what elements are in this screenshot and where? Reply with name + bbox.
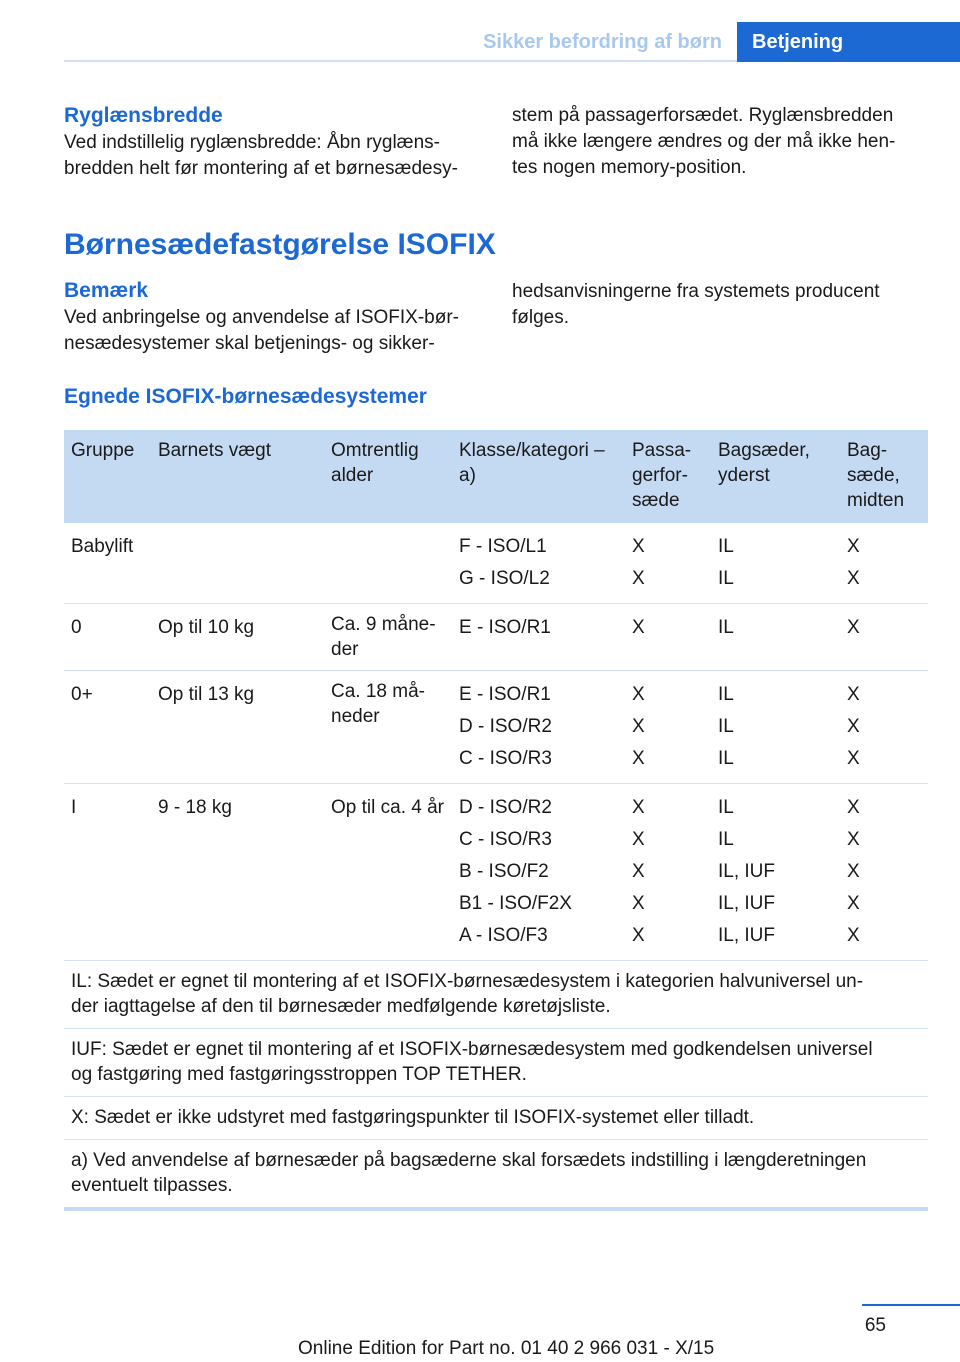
header-text: sæde, bbox=[847, 465, 900, 486]
table-title: Egnede ISOFIX-børnesædesystemer bbox=[64, 385, 427, 408]
table-cell bbox=[840, 784, 928, 961]
table-row bbox=[64, 523, 928, 604]
cell-text: X bbox=[847, 536, 860, 557]
table-row bbox=[64, 671, 928, 784]
cell-text: D - ISO/R2 bbox=[459, 716, 552, 737]
table-cell bbox=[840, 671, 928, 784]
table-cell bbox=[711, 604, 840, 671]
table-header-row bbox=[64, 430, 928, 523]
rygl-heading: Ryglænsbredde bbox=[64, 104, 223, 127]
rygl-text-line: må ikke længere ændres og der må ikke hen‐ bbox=[512, 131, 896, 152]
rygl-text-line: Ved indstillelig ryglænsbredde: Åbn ryglæns‐ bbox=[64, 132, 440, 153]
table-header-cell bbox=[452, 430, 625, 523]
cell-text: X bbox=[847, 829, 860, 850]
cell-text: X bbox=[847, 925, 860, 946]
cell-text: 0+ bbox=[71, 684, 93, 705]
header-text: midten bbox=[847, 490, 905, 511]
cell-text: 9 - 18 kg bbox=[158, 797, 232, 818]
table-cell bbox=[64, 784, 151, 961]
cell-text: Babylift bbox=[71, 536, 134, 557]
table-cell bbox=[151, 523, 324, 604]
cell-text: neder bbox=[331, 706, 380, 727]
table-cell bbox=[64, 604, 151, 671]
header-chapter-tab: Betjening bbox=[737, 22, 960, 62]
table-note-cell bbox=[64, 1140, 928, 1210]
rygl-text-line: tes nogen memory-position. bbox=[512, 157, 747, 178]
header-text: Passa- bbox=[632, 440, 692, 461]
rygl-text-line: stem på passagerforsædet. Ryglænsbredden bbox=[512, 105, 894, 126]
note-heading: Bemærk bbox=[64, 279, 149, 302]
table-cell bbox=[324, 604, 452, 671]
note-text-line: hedsanvisningerne fra systemets producent bbox=[512, 281, 880, 302]
table-cell bbox=[324, 784, 452, 961]
cell-text: X bbox=[632, 829, 645, 850]
page-number: 65 bbox=[864, 1315, 886, 1336]
table-cell bbox=[64, 671, 151, 784]
table-cell bbox=[625, 604, 711, 671]
note-text-line: Ved anbringelse og anvendelse af ISOFIX-bør‐ bbox=[64, 307, 460, 328]
cell-text: IL bbox=[718, 536, 734, 557]
cell-text: IL bbox=[718, 617, 734, 638]
cell-text: X bbox=[632, 797, 645, 818]
table-cell bbox=[711, 523, 840, 604]
table-cell bbox=[64, 523, 151, 604]
rygl-text-line: bredden helt før montering af et børnesædesy‐ bbox=[64, 158, 458, 179]
note-text: X: Sædet er ikke udstyret med fastgøringspunkter til ISOFIX-systemet eller tilladt. bbox=[71, 1107, 755, 1128]
table-note-cell bbox=[64, 961, 928, 1029]
header-text: Klasse/kategori – bbox=[459, 440, 605, 461]
cell-text: X bbox=[632, 748, 645, 769]
cell-text: X bbox=[632, 617, 645, 638]
table-cell bbox=[452, 671, 625, 784]
cell-text: X bbox=[847, 716, 860, 737]
cell-text: IL, IUF bbox=[718, 861, 776, 882]
cell-text: IL bbox=[718, 716, 734, 737]
table-header-cell bbox=[840, 430, 928, 523]
header-text: sæde bbox=[632, 490, 680, 511]
cell-text: G - ISO/L2 bbox=[459, 568, 550, 589]
cell-text: 0 bbox=[71, 617, 82, 638]
rygl-left-column bbox=[64, 102, 484, 182]
cell-text: C - ISO/R3 bbox=[459, 748, 552, 769]
table-cell bbox=[625, 671, 711, 784]
header-text: Gruppe bbox=[71, 440, 135, 461]
cell-text: X bbox=[632, 893, 645, 914]
cell-text: I bbox=[71, 797, 77, 818]
cell-text: X bbox=[847, 748, 860, 769]
note-text: og fastgøring med fastgøringsstroppen TOP TETHER. bbox=[71, 1064, 527, 1085]
table-cell bbox=[711, 784, 840, 961]
cell-text: Ca. 18 må- bbox=[331, 681, 425, 702]
cell-text: X bbox=[847, 568, 860, 589]
cell-text: Op til 13 kg bbox=[158, 684, 255, 705]
note-left-column bbox=[64, 277, 484, 357]
header-text: Omtrentlig bbox=[331, 440, 419, 461]
section-title: Børnesædefastgørelse ISOFIX bbox=[64, 228, 496, 261]
table-cell bbox=[452, 523, 625, 604]
table-cell bbox=[625, 784, 711, 961]
header-section-title: Sikker befordring af børn bbox=[483, 31, 722, 53]
cell-text: E - ISO/R1 bbox=[459, 617, 551, 638]
note-right-column bbox=[512, 279, 932, 331]
cell-text: Op til ca. 4 år bbox=[331, 797, 444, 818]
table-cell bbox=[151, 784, 324, 961]
table-header-cell bbox=[64, 430, 151, 523]
header-text: Bag- bbox=[847, 440, 888, 461]
table-cell bbox=[324, 671, 452, 784]
table-cell bbox=[151, 604, 324, 671]
cell-text: B1 - ISO/F2X bbox=[459, 893, 572, 914]
table-cell bbox=[452, 604, 625, 671]
note-text: IUF: Sædet er egnet til montering af et ISOFIX-børnesædesystem med godkendelsen universel bbox=[71, 1039, 873, 1060]
table-note-row bbox=[64, 1140, 928, 1210]
header-text: yderst bbox=[718, 465, 770, 486]
table-row bbox=[64, 604, 928, 671]
table-note-cell bbox=[64, 1029, 928, 1097]
header-text: gerfor- bbox=[632, 465, 688, 486]
table-cell bbox=[840, 604, 928, 671]
table-cell bbox=[625, 523, 711, 604]
table-note-cell bbox=[64, 1097, 928, 1140]
cell-text: X bbox=[632, 536, 645, 557]
cell-text: X bbox=[632, 684, 645, 705]
table-header-cell bbox=[711, 430, 840, 523]
note-text: eventuelt tilpasses. bbox=[71, 1175, 233, 1196]
table-cell bbox=[324, 523, 452, 604]
cell-text: IL, IUF bbox=[718, 925, 776, 946]
table-note-row bbox=[64, 1097, 928, 1140]
cell-text: Op til 10 kg bbox=[158, 617, 255, 638]
table-note-row bbox=[64, 1029, 928, 1097]
cell-text: B - ISO/F2 bbox=[459, 861, 549, 882]
table-header-cell bbox=[324, 430, 452, 523]
cell-text: F - ISO/L1 bbox=[459, 536, 547, 557]
table-cell bbox=[711, 671, 840, 784]
note-text: der iagttagelse af den til børnesæder medfølgende køretøjsliste. bbox=[71, 996, 611, 1017]
cell-text: X bbox=[847, 684, 860, 705]
cell-text: X bbox=[847, 893, 860, 914]
online-edition-note: Online Edition for Part no. 01 40 2 966 031 - X/15 bbox=[298, 1338, 715, 1359]
note-text-line: følges. bbox=[512, 307, 570, 328]
cell-text: A - ISO/F3 bbox=[459, 925, 548, 946]
header-text: alder bbox=[331, 465, 374, 486]
isofix-table bbox=[64, 430, 928, 1211]
cell-text: X bbox=[847, 797, 860, 818]
cell-text: X bbox=[632, 861, 645, 882]
cell-text: IL bbox=[718, 748, 734, 769]
table-cell bbox=[840, 523, 928, 604]
cell-text: X bbox=[847, 617, 860, 638]
cell-text: X bbox=[632, 716, 645, 737]
cell-text: IL bbox=[718, 829, 734, 850]
rygl-right-column bbox=[512, 103, 932, 181]
table-row bbox=[64, 784, 928, 961]
cell-text: IL, IUF bbox=[718, 893, 776, 914]
cell-text: X bbox=[632, 568, 645, 589]
table-header-cell bbox=[625, 430, 711, 523]
cell-text: IL bbox=[718, 684, 734, 705]
cell-text: C - ISO/R3 bbox=[459, 829, 552, 850]
cell-text: IL bbox=[718, 568, 734, 589]
table-header-cell bbox=[151, 430, 324, 523]
footer-rule bbox=[862, 1304, 960, 1306]
table-cell bbox=[151, 671, 324, 784]
header-text: Barnets vægt bbox=[158, 440, 271, 461]
cell-text: X bbox=[847, 861, 860, 882]
cell-text: Ca. 9 måne- bbox=[331, 614, 436, 635]
cell-text: D - ISO/R2 bbox=[459, 797, 552, 818]
header-text: a) bbox=[459, 465, 476, 486]
table-note-row bbox=[64, 961, 928, 1029]
note-text: a) Ved anvendelse af børnesæder på bagsæderne skal forsædets indstilling i længderetningen bbox=[71, 1150, 867, 1171]
table-cell bbox=[452, 784, 625, 961]
cell-text: IL bbox=[718, 797, 734, 818]
header-text: Bagsæder, bbox=[718, 440, 810, 461]
cell-text: E - ISO/R1 bbox=[459, 684, 551, 705]
cell-text: X bbox=[632, 925, 645, 946]
note-text-line: nesædesystemer skal betjenings- og sikker‐ bbox=[64, 333, 435, 354]
cell-text: der bbox=[331, 639, 359, 660]
note-text: IL: Sædet er egnet til montering af et ISOFIX-børnesædesystem i kategorien halvuniversel un‐ bbox=[71, 971, 864, 992]
